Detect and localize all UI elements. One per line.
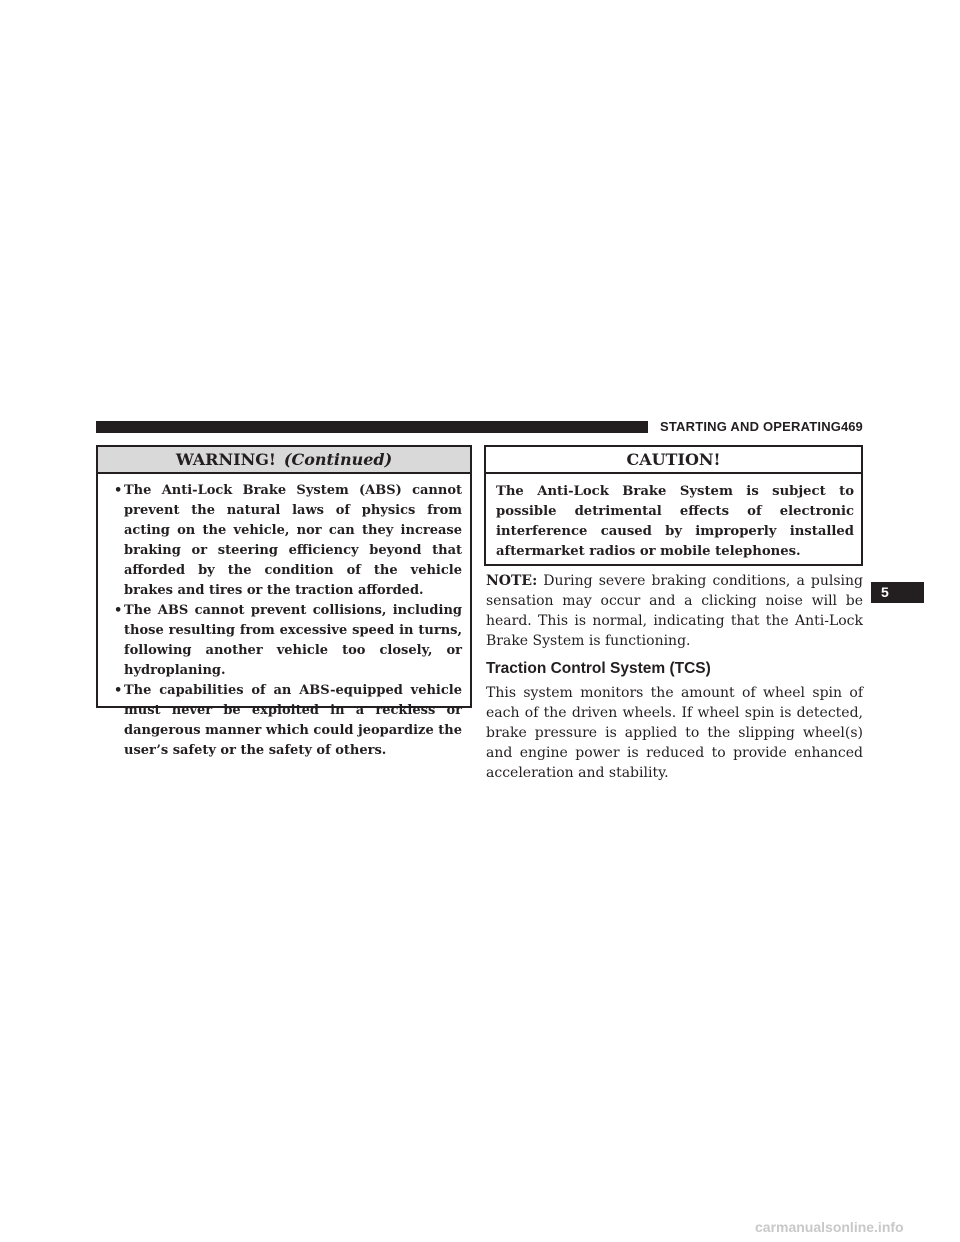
tcs-body: This system monitors the amount of wheel spin of each of the driven wheels. If wheel spin is detected, brake pressure is applied to the slipping wheel(s) and engine power is reduced to provide enhanced acceleration and stability.: [486, 685, 863, 781]
warning-bullet-text: The capabilities of an ABS-equipped vehicle must never be exploited in a reckless or dangerous manner which could jeopardize the user’s safety or the safety of others.: [124, 683, 462, 758]
watermark: carmanualsonline.info: [755, 1219, 904, 1235]
warning-bullet-text: The Anti-Lock Brake System (ABS) cannot prevent the natural laws of physics from acting on the vehicle, nor can they increase braking or steering efficiency beyond that afforded by the condition of the vehicle brakes and tires or the traction afforded.: [124, 483, 462, 598]
section-title: STARTING AND OPERATING: [660, 419, 842, 434]
chapter-tab: 5: [871, 582, 924, 603]
warning-bullet-text: The ABS cannot prevent collisions, including those resulting from excessive speed in turns, following another vehicle too closely, or hydroplaning.: [124, 603, 462, 678]
bullet-icon: •: [114, 683, 123, 698]
warning-list: [98, 474, 470, 761]
header-rule: [96, 421, 648, 433]
note-paragraph: [486, 571, 863, 651]
warning-bullet: [114, 681, 462, 761]
warning-continued: (Continued): [283, 450, 393, 469]
note-text: During severe braking conditions, a pulsing sensation may occur and a clicking noise will be heard. This is normal, indicating that the Anti-Lock Brake System is functioning.: [486, 573, 863, 649]
note-label: NOTE:: [486, 573, 538, 589]
warning-bullet: [114, 481, 462, 601]
warning-box: [96, 445, 472, 758]
bullet-icon: •: [114, 483, 123, 498]
caution-title: CAUTION!: [486, 447, 861, 474]
warning-title: WARNING!: [175, 450, 276, 469]
caution-box: [484, 445, 863, 566]
warning-bullet: [114, 601, 462, 681]
tcs-heading: Traction Control System (TCS): [486, 660, 711, 677]
bullet-icon: •: [114, 603, 123, 618]
warning-header: [98, 447, 470, 474]
caution-text: The Anti-Lock Brake System is subject to possible detrimental effects of electronic interference caused by improperly installed aftermarket radios or mobile telephones.: [496, 484, 854, 559]
page-number: 469: [841, 419, 863, 434]
